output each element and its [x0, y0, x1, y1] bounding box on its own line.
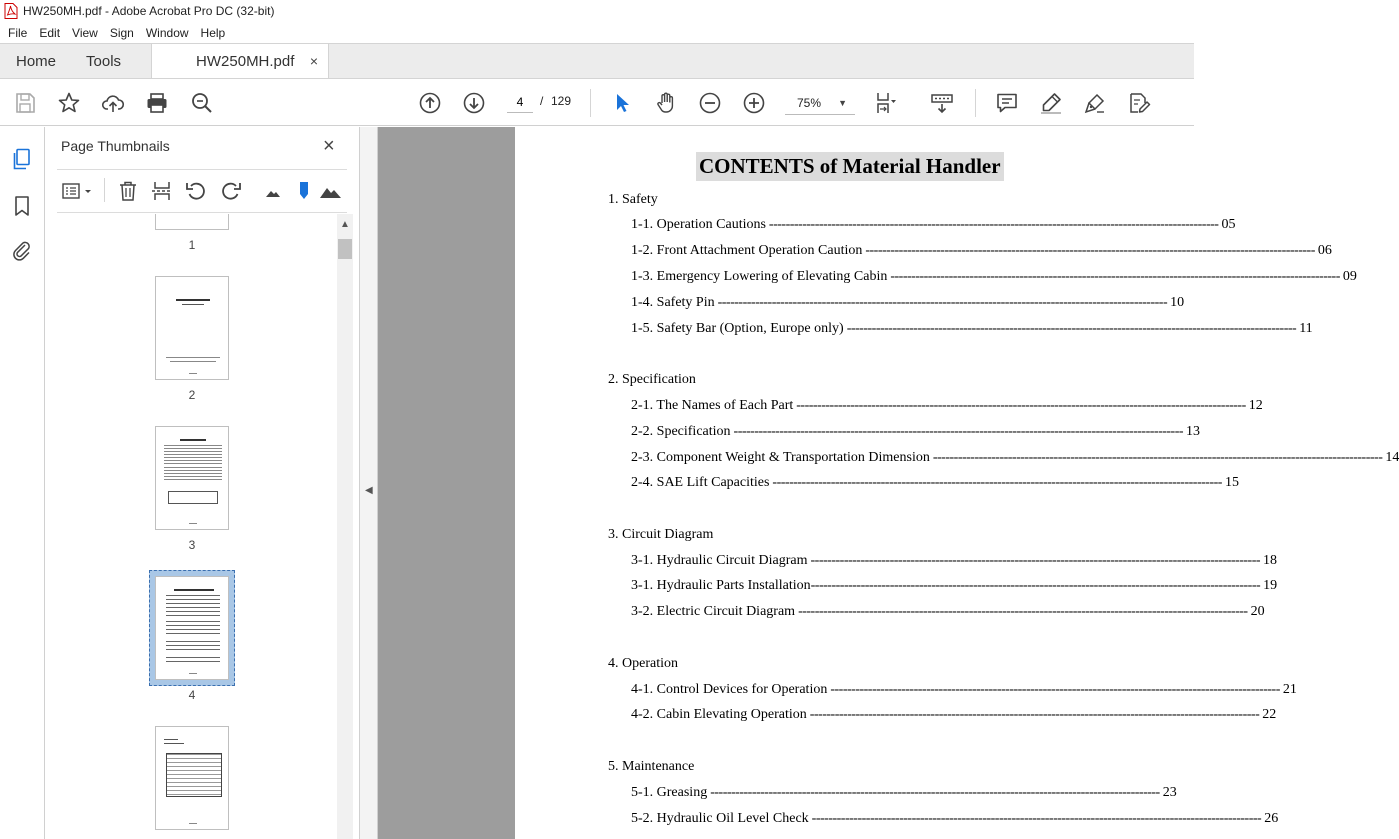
- toc-entry-label: 5-1. Greasing: [631, 785, 708, 800]
- menu-view[interactable]: View: [72, 25, 98, 40]
- toc-page-number: 15: [1224, 475, 1239, 490]
- toc-entry[interactable]: [631, 578, 1278, 594]
- toc-leader: ------------------------------------------------------------------------------------------------------------: [865, 243, 1315, 258]
- save-icon[interactable]: [13, 91, 37, 115]
- toc-entry[interactable]: [631, 785, 1177, 801]
- rotate-clockwise-icon[interactable]: [220, 180, 242, 202]
- toc-entry-label: 4-2. Cabin Elevating Operation: [631, 707, 807, 722]
- section-heading: 4. Operation: [608, 656, 678, 671]
- scrollbar-thumb[interactable]: [338, 239, 352, 259]
- thumbnails-scrollbar[interactable]: [337, 214, 353, 839]
- document-view[interactable]: [378, 127, 1399, 839]
- page-thumbnail[interactable]: [155, 726, 229, 830]
- toc-page-number: 11: [1299, 321, 1313, 336]
- section-heading: 3. Circuit Diagram: [608, 527, 714, 542]
- toc-entry[interactable]: [631, 424, 1201, 440]
- toc-entry-label: 3-1. Hydraulic Circuit Diagram: [631, 553, 808, 568]
- toc-page-number: 20: [1250, 604, 1265, 619]
- toc-entry-label: 2-3. Component Weight & Transportation Dimension: [631, 450, 930, 465]
- select-cursor-icon[interactable]: [610, 91, 634, 115]
- toc-page-number: 12: [1248, 398, 1263, 413]
- toc-entry-label: 1-1. Operation Cautions: [631, 217, 766, 232]
- toc-entry-label: 1-3. Emergency Lowering of Elevating Cabin: [631, 269, 888, 284]
- page-thumbnail[interactable]: [155, 214, 229, 230]
- toc-leader: ------------------------------------------------------------------------------------------------------------: [809, 707, 1260, 722]
- toc-leader: ------------------------------------------------------------------------------------------------------------: [810, 578, 1261, 593]
- thumbnail-page-number: 2: [188, 388, 196, 402]
- toc-leader: ------------------------------------------------------------------------------------------------------------: [890, 269, 1340, 284]
- tab-home[interactable]: Home: [16, 52, 57, 70]
- main-toolbar: [0, 80, 1194, 126]
- toc-leader: ------------------------------------------------------------------------------------------------------------: [710, 785, 1160, 800]
- toc-leader: ------------------------------------------------------------------------------------------------------------: [932, 450, 1383, 465]
- toc-entry[interactable]: [631, 398, 1263, 414]
- toc-leader: ------------------------------------------------------------------------------------------------------------: [733, 424, 1184, 439]
- toc-page-number: 06: [1317, 243, 1332, 258]
- previous-page-icon[interactable]: [418, 91, 442, 115]
- menu-sign[interactable]: Sign: [109, 25, 134, 40]
- section-heading: 5. Maintenance: [608, 759, 695, 774]
- menu-help[interactable]: Help: [200, 25, 226, 40]
- page-thumbnail[interactable]: [155, 276, 229, 380]
- toc-entry[interactable]: [631, 450, 1399, 466]
- toc-entry[interactable]: [631, 217, 1236, 233]
- toc-leader: ------------------------------------------------------------------------------------------------------------: [768, 217, 1219, 232]
- thumbnail-size-small-icon[interactable]: [262, 180, 284, 202]
- toc-entry-label: 2-1. The Names of Each Part: [631, 398, 794, 413]
- zoom-in-icon[interactable]: [742, 91, 766, 115]
- thumbnail-size-slider-icon[interactable]: [293, 180, 315, 202]
- delete-pages-icon[interactable]: [117, 180, 139, 202]
- zoom-level-value: 75%: [797, 95, 822, 110]
- menu-edit[interactable]: Edit: [39, 25, 61, 40]
- thumbnail-page-number: 4: [188, 688, 196, 702]
- toc-entry[interactable]: [631, 243, 1332, 259]
- toc-leader: ------------------------------------------------------------------------------------------------------------: [811, 811, 1262, 826]
- sign-pen-icon[interactable]: [1083, 91, 1107, 115]
- toc-entry-label: 5-2. Hydraulic Oil Level Check: [631, 811, 809, 826]
- toc-leader: ------------------------------------------------------------------------------------------------------------: [846, 321, 1297, 336]
- toc-page-number: 26: [1264, 811, 1279, 826]
- thumbnails-panel-title: Page Thumbnails: [61, 138, 170, 154]
- toc-entry[interactable]: [631, 295, 1185, 311]
- zoom-level-select[interactable]: [785, 91, 855, 115]
- section-heading: 2. Specification: [608, 372, 696, 387]
- page-fit-icon[interactable]: [874, 91, 898, 115]
- toc-page-number: 09: [1342, 269, 1357, 284]
- bookmarks-icon[interactable]: [10, 194, 34, 218]
- toc-entry-label: 4-1. Control Devices for Operation: [631, 682, 828, 697]
- fill-sign-icon[interactable]: [1127, 91, 1151, 115]
- toc-entry[interactable]: [631, 604, 1265, 620]
- thumbnail-options-icon[interactable]: [61, 180, 95, 202]
- toc-page-number: 23: [1162, 785, 1177, 800]
- thumbnail-page-number: 3: [188, 538, 196, 552]
- cloud-upload-icon[interactable]: [101, 91, 125, 115]
- collapse-panel-icon[interactable]: ◀: [365, 485, 373, 496]
- close-panel-icon[interactable]: ×: [323, 135, 335, 157]
- thumbnails-panel: [45, 127, 359, 839]
- extract-pages-icon[interactable]: [151, 180, 173, 202]
- title-bar: [0, 0, 1194, 22]
- page-total: 129: [551, 94, 572, 108]
- toc-leader: ------------------------------------------------------------------------------------------------------------: [798, 604, 1248, 619]
- toc-leader: ------------------------------------------------------------------------------------------------------------: [772, 475, 1222, 490]
- toc-page-number: 10: [1170, 295, 1185, 310]
- toc-entry[interactable]: [631, 321, 1313, 337]
- toc-entry[interactable]: [631, 682, 1297, 698]
- menu-bar: [0, 22, 1194, 43]
- tab-document[interactable]: [151, 44, 329, 78]
- toc-entry-label: 1-2. Front Attachment Operation Caution: [631, 243, 863, 258]
- tab-document-label: HW250MH.pdf: [196, 52, 295, 70]
- attachments-icon[interactable]: [10, 239, 34, 263]
- thumbnails-list: [45, 214, 335, 839]
- toc-entry-label: 2-4. SAE Lift Capacities: [631, 475, 770, 490]
- toc-entry[interactable]: [631, 707, 1277, 723]
- comment-icon[interactable]: [995, 91, 1019, 115]
- toc-page-number: 18: [1263, 553, 1278, 568]
- star-icon[interactable]: [57, 91, 81, 115]
- tab-tools[interactable]: Tools: [86, 52, 122, 70]
- page-number-input[interactable]: [507, 91, 533, 113]
- navigation-rail: [0, 127, 45, 839]
- pdf-page: [515, 127, 1399, 839]
- toc-leader: ------------------------------------------------------------------------------------------------------------: [796, 398, 1246, 413]
- thumbnail-page-number: 1: [188, 238, 196, 252]
- document-title: CONTENTS of Material Handler: [696, 152, 1004, 181]
- highlight-pen-icon[interactable]: [1039, 91, 1063, 115]
- toolbar-divider: [104, 178, 105, 202]
- toc-page-number: 21: [1282, 682, 1297, 697]
- pdf-file-icon: [4, 3, 18, 19]
- menu-window[interactable]: Window: [145, 25, 189, 40]
- menu-file[interactable]: File: [8, 25, 28, 40]
- toc-page-number: 05: [1221, 217, 1236, 232]
- next-page-icon[interactable]: [462, 91, 486, 115]
- tab-close-icon[interactable]: ×: [309, 53, 319, 69]
- page-thumbnail[interactable]: [155, 426, 229, 530]
- scroll-mode-icon[interactable]: [930, 91, 954, 115]
- tab-bar: [0, 43, 1194, 79]
- toc-entry-label: 2-2. Specification: [631, 424, 731, 439]
- toc-entry[interactable]: [631, 553, 1278, 569]
- toc-entry-label: 3-2. Electric Circuit Diagram: [631, 604, 796, 619]
- toolbar-divider: [590, 89, 591, 117]
- toc-page-number: 13: [1186, 424, 1201, 439]
- page-thumbnails-icon[interactable]: [10, 147, 34, 171]
- toc-entry[interactable]: [631, 475, 1239, 491]
- toc-page-number: 14: [1385, 450, 1399, 465]
- scroll-up-icon[interactable]: ▲: [340, 219, 350, 230]
- toc-entry[interactable]: [631, 269, 1357, 285]
- rotate-counterclockwise-icon[interactable]: [185, 180, 207, 202]
- window-title: HW250MH.pdf - Adobe Acrobat Pro DC (32-bit): [23, 4, 275, 18]
- zoom-search-icon[interactable]: [190, 91, 214, 115]
- print-icon[interactable]: [145, 91, 169, 115]
- hand-tool-icon[interactable]: [654, 91, 678, 115]
- toolbar-divider: [975, 89, 976, 117]
- thumbnails-toolbar: [57, 169, 347, 213]
- panel-splitter[interactable]: [359, 127, 378, 839]
- toc-leader: ------------------------------------------------------------------------------------------------------------: [810, 553, 1261, 568]
- toc-entry-label: 1-5. Safety Bar (Option, Europe only): [631, 321, 844, 336]
- toc-page-number: 22: [1262, 707, 1277, 722]
- page-thumbnail-selected[interactable]: [155, 576, 229, 680]
- section-heading: 1. Safety: [608, 192, 658, 207]
- toc-entry-label: 1-4. Safety Pin: [631, 295, 715, 310]
- toc-page-number: 19: [1263, 578, 1278, 593]
- zoom-out-icon[interactable]: [698, 91, 722, 115]
- toc-entry-label: 3-1. Hydraulic Parts Installation: [631, 578, 811, 593]
- chevron-down-icon: ▼: [838, 98, 847, 108]
- thumbnail-size-large-icon[interactable]: [319, 180, 341, 202]
- page-separator: /: [540, 94, 544, 108]
- toc-leader: ------------------------------------------------------------------------------------------------------------: [717, 295, 1168, 310]
- toc-entry[interactable]: [631, 811, 1279, 827]
- toc-leader: ------------------------------------------------------------------------------------------------------------: [830, 682, 1280, 697]
